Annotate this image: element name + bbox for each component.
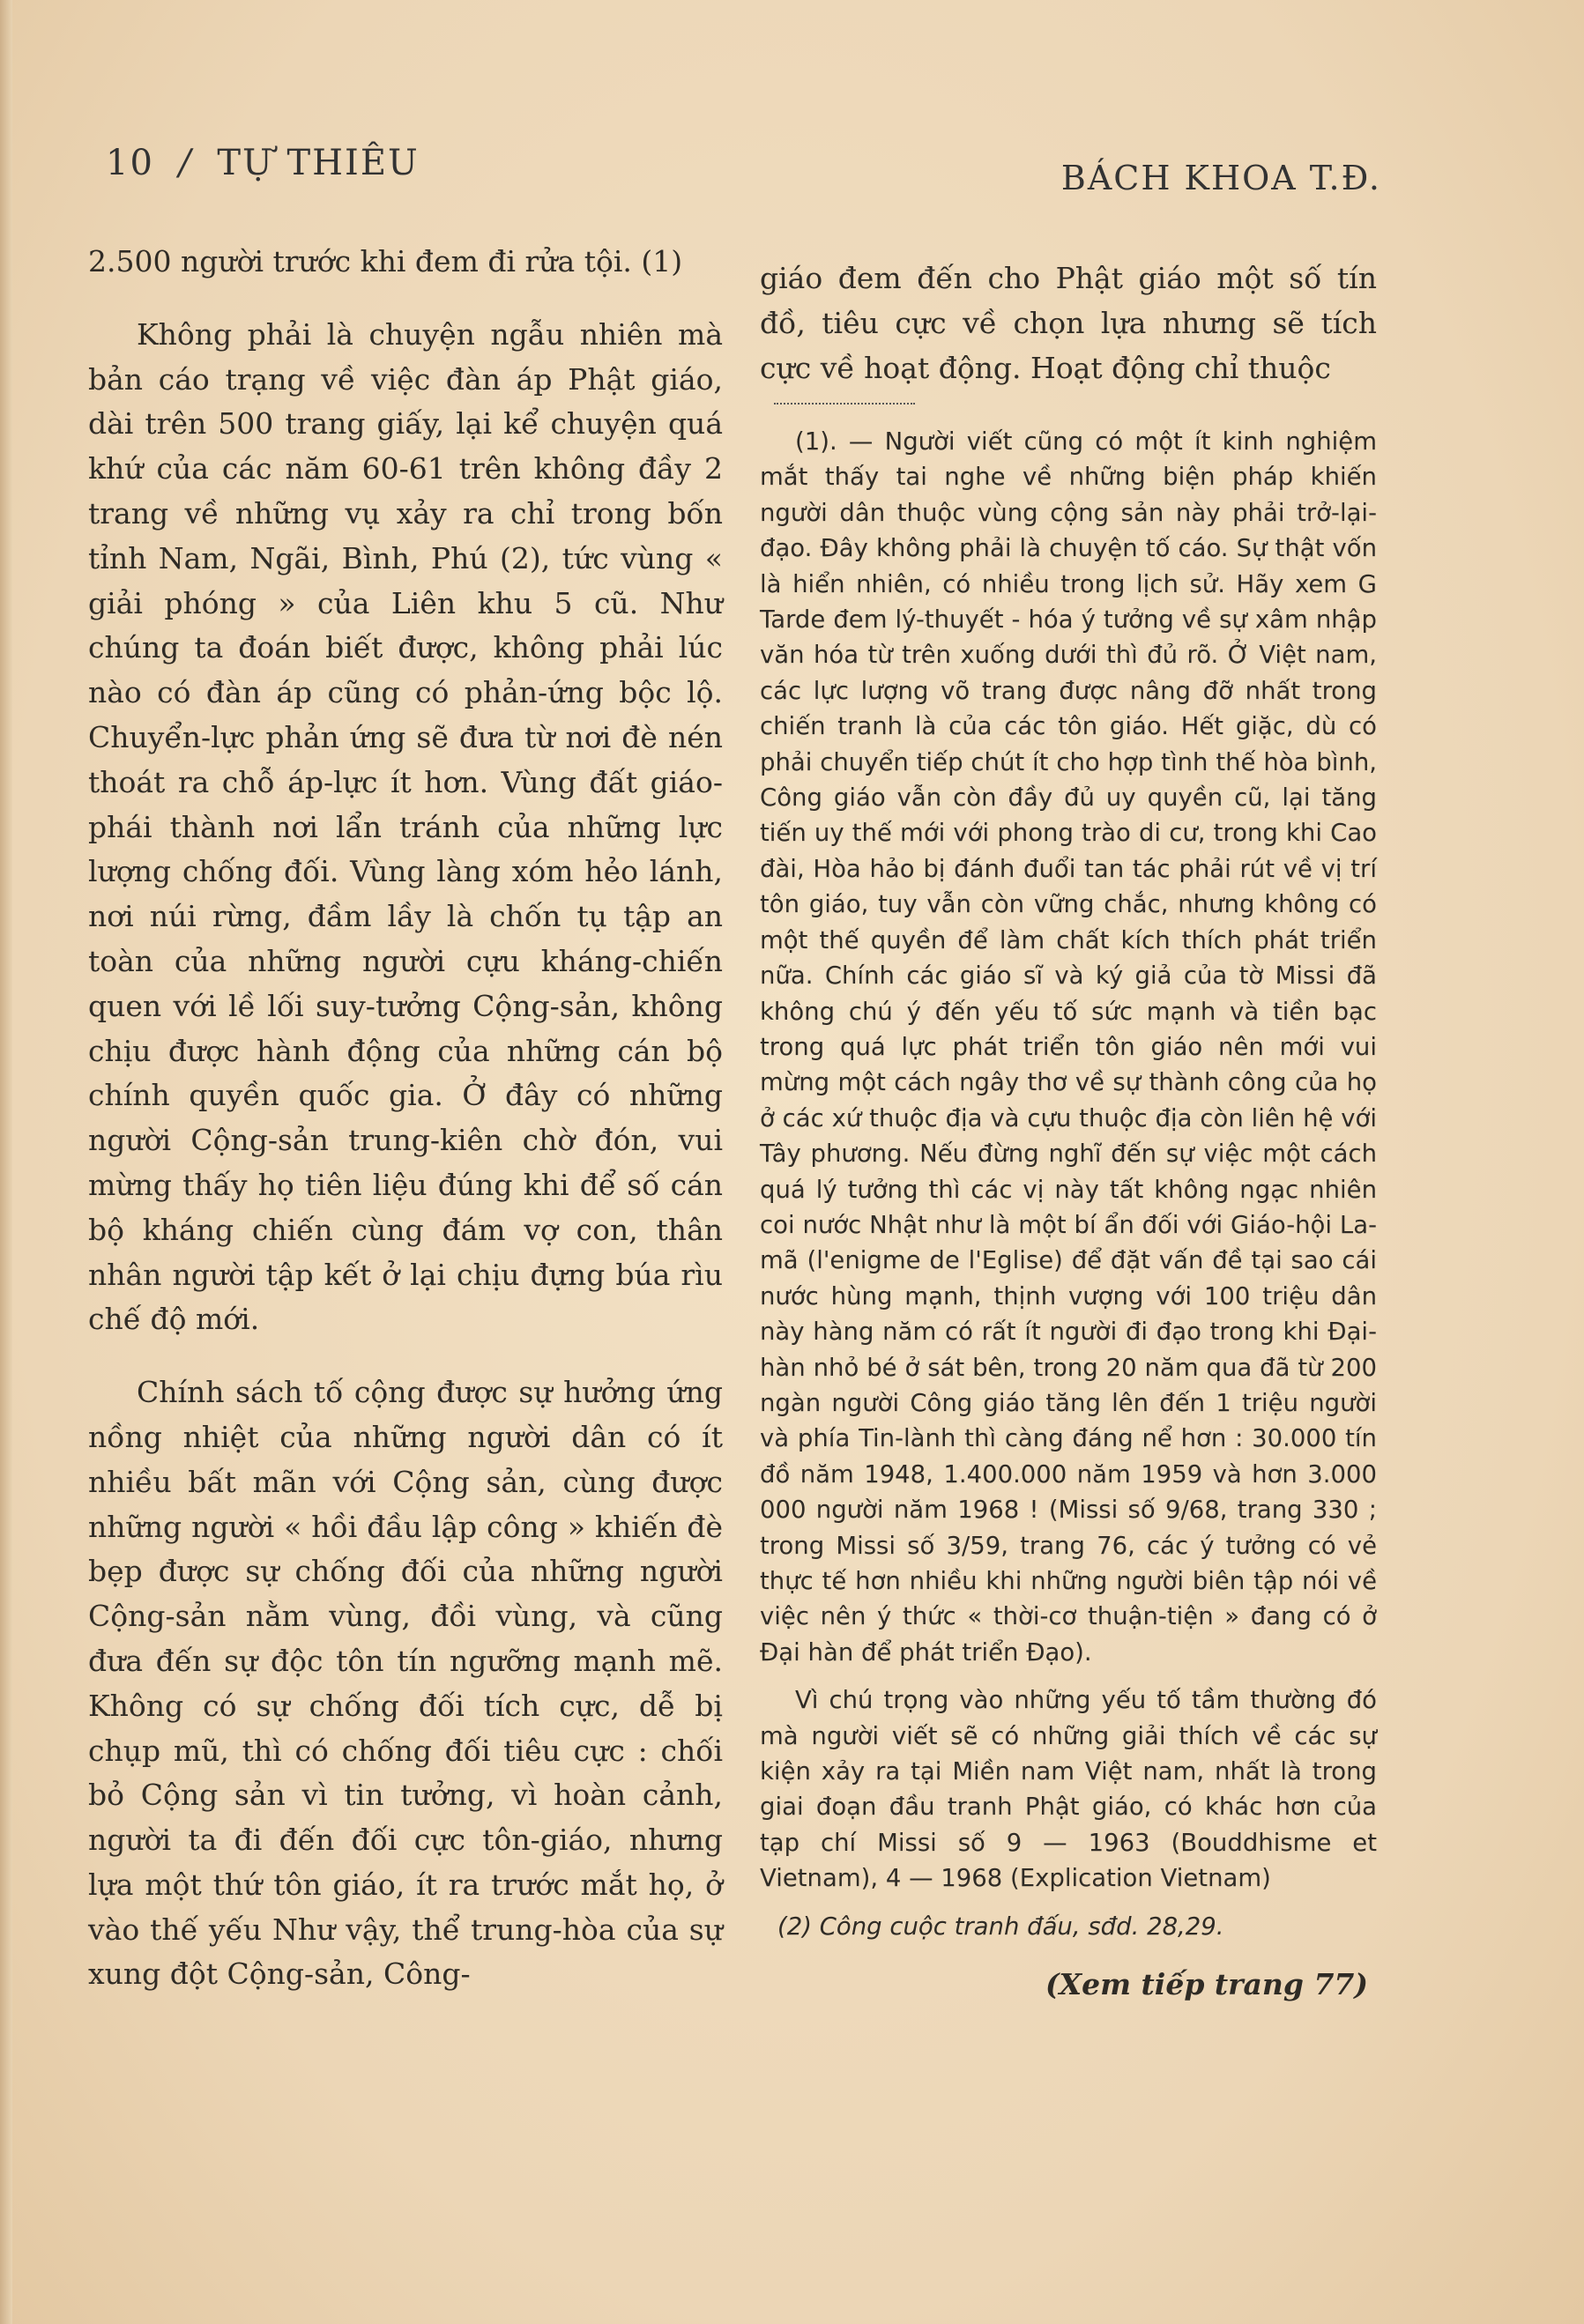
right-column [760,256,1377,2001]
running-header [106,143,420,183]
body-paragraph: 2.500 người trước khi đem đi rửa tội. (1) [88,244,683,278]
footnote-divider [774,403,915,405]
body-paragraph: giáo đem đến cho Phật giáo một số tín đồ, tiêu cực về chọn lựa nhưng sẽ tích cực về hoạt động. Hoạt động chỉ thuộc [760,261,1377,385]
page-edge [0,0,12,2324]
footnote-1-continued: Vì chú trọng vào những yếu tố tầm thường đó mà người viết sẽ có những giải thích về các sự kiện xảy ra tại Miền nam Việt nam, nhất là trong giai đoạn đầu tranh Phật giáo, có khác hơn của tạp chí Missi số 9 — 1963 (Bouddhisme et Vietnam), 4 — 1968 (Explication Vietnam) [760,1686,1377,1893]
body-paragraph: Chính sách tố cộng được sự hưởng ứng nồng nhiệt của những người dân có ít nhiều bất mãn với Cộng sản, cùng được những người « hồi đầu lập công » khiến đè bẹp được sự chống đối của những người Cộng-sản nằm vùng, đồi vùng, và cũng đưa đến sự độc tôn tín ngưỡng mạnh mẽ. Không có sự chống đối tích cực, dễ bị chụp mũ, thì có chống đối tiêu cực : chối bỏ Cộng sản vì tin tưởng, vì hoàn cảnh, người ta đi đến đối cực tôn-giáo, nhưng lựa một thứ tôn giáo, ít ra trước mắt họ, ở vào thế yếu Như vậy, thể trung-hòa của sự xung đột Cộng-sản, Công- [88,1375,723,1992]
left-column [88,240,723,1997]
page-number: 10 [106,143,154,183]
body-paragraph: Không phải là chuyện ngẫu nhiên mà bản cáo trạng về việc đàn áp Phật giáo, dài trên 500 trang giấy, lại kể chuyện quá khứ của các năm 60-61 trên không đầy 2 trang về những vụ xảy ra chỉ trong bốn tỉnh Nam, Ngãi, Bình, Phú (2), tức vùng « giải phóng » của Liên khu 5 cũ. Như chúng ta đoán biết được, không phải lúc nào có đàn áp cũng có phản-ứng bộc lộ. Chuyển-lực phản ứng sẽ đưa từ nơi đè nén thoát ra chỗ áp-lực ít hơn. Vùng đất giáo-phái thành nơi lẩn tránh của những lực lượng chống đối. Vùng làng xóm hẻo lánh, nơi núi rừng, đầm lầy là chốn tụ tập an toàn của những người cựu kháng-chiến quen với lề lối suy-tưởng Cộng-sản, không chịu được hành động của những cán bộ chính quyền quốc gia. Ở đây có những người Cộng-sản trung-kiên chờ đón, vui mừng thấy họ tiên liệu đúng khi để số cán bộ kháng chiến cùng đám vợ con, thân nhân người tập kết ở lại chịu đựng búa rìu chế độ mới. [88,316,723,1337]
publication-name: BÁCH KHOA T.Đ. [1060,159,1381,197]
header-separator: / [178,143,193,183]
footnote-1: (1). — Người viết cũng có một ít kinh nghiệm mắt thấy tai nghe về những biện pháp khiến người dân thuộc vùng cộng sản này phải trở-lại-đạo. Đây không phải là chuyện tố cáo. Sự thật vốn là hiển nhiên, có nhiều trong lịch sử. Hãy xem G Tarde đem lý-thuyết - hóa ý tưởng về sự xâm nhập văn hóa từ trên xuống dưới thì đủ rõ. Ở Việt nam, các lực lượng võ trang được nâng đỡ nhất trong chiến tranh là của các tôn giáo. Hết giặc, dù có phải chuyển tiếp chút ít cho hợp tình thế hòa bình, Công giáo vẫn còn đầy đủ uy quyền cũ, lại tăng tiến uy thế mới với phong trào di cư, trong khi Cao đài, Hòa hảo bị đánh đuổi tan tác phải rút về vị trí tôn giáo, tuy vẫn còn vững chắc, nhưng không có một thế quyền để làm chất kích thích phát triển nữa. Chính các giáo sĩ và ký giả của tờ Missi đã không chú ý đến yếu tố sức mạnh và tiền bạc trong quá lực phát triển tôn giáo nên mới vui mừng một cách ngây thơ về sự thành công của họ ở các xứ thuộc địa và cựu thuộc địa còn liên hệ với Tây phương. Nếu đừng nghĩ đến sự việc một cách quá lý tưởng thì các vị này tất không ngạc nhiên coi nước Nhật như là một bí ẩn đối với Giáo-hội La-mã (l'enigme de l'Eglise) để đặt vấn đề tại sao cái nước hùng mạnh, thịnh vượng với 100 triệu dân này hàng năm có rất ít người đi đạo trong khi Đại-hàn nhỏ bé ở sát bên, trong 20 năm qua đã từ 200 ngàn người Công giáo tăng lên đến 1 triệu người và phía Tin-lành thì càng đáng nể hơn : 30.000 tín đồ năm 1948, 1.400.000 năm 1959 và hơn 3.000 000 người năm 1968 ! (Missi số 9/68, trang 330 ; trong Missi số 3/59, trang 76, các ý tưởng có vẻ thực tế hơn nhiều khi những người biên tập nói về việc nên ý thức « thời-cơ thuận-tiện » đang có ở Đại hàn để phát triển Đạo). [760,427,1377,1667]
continued-on-page: (Xem tiếp trang 77) [1045,1967,1368,2002]
footnote-2: (2) Công cuộc tranh đấu, sđd. 28,29. [777,1912,1224,1941]
section-title: TỰ THIÊU [217,143,420,183]
